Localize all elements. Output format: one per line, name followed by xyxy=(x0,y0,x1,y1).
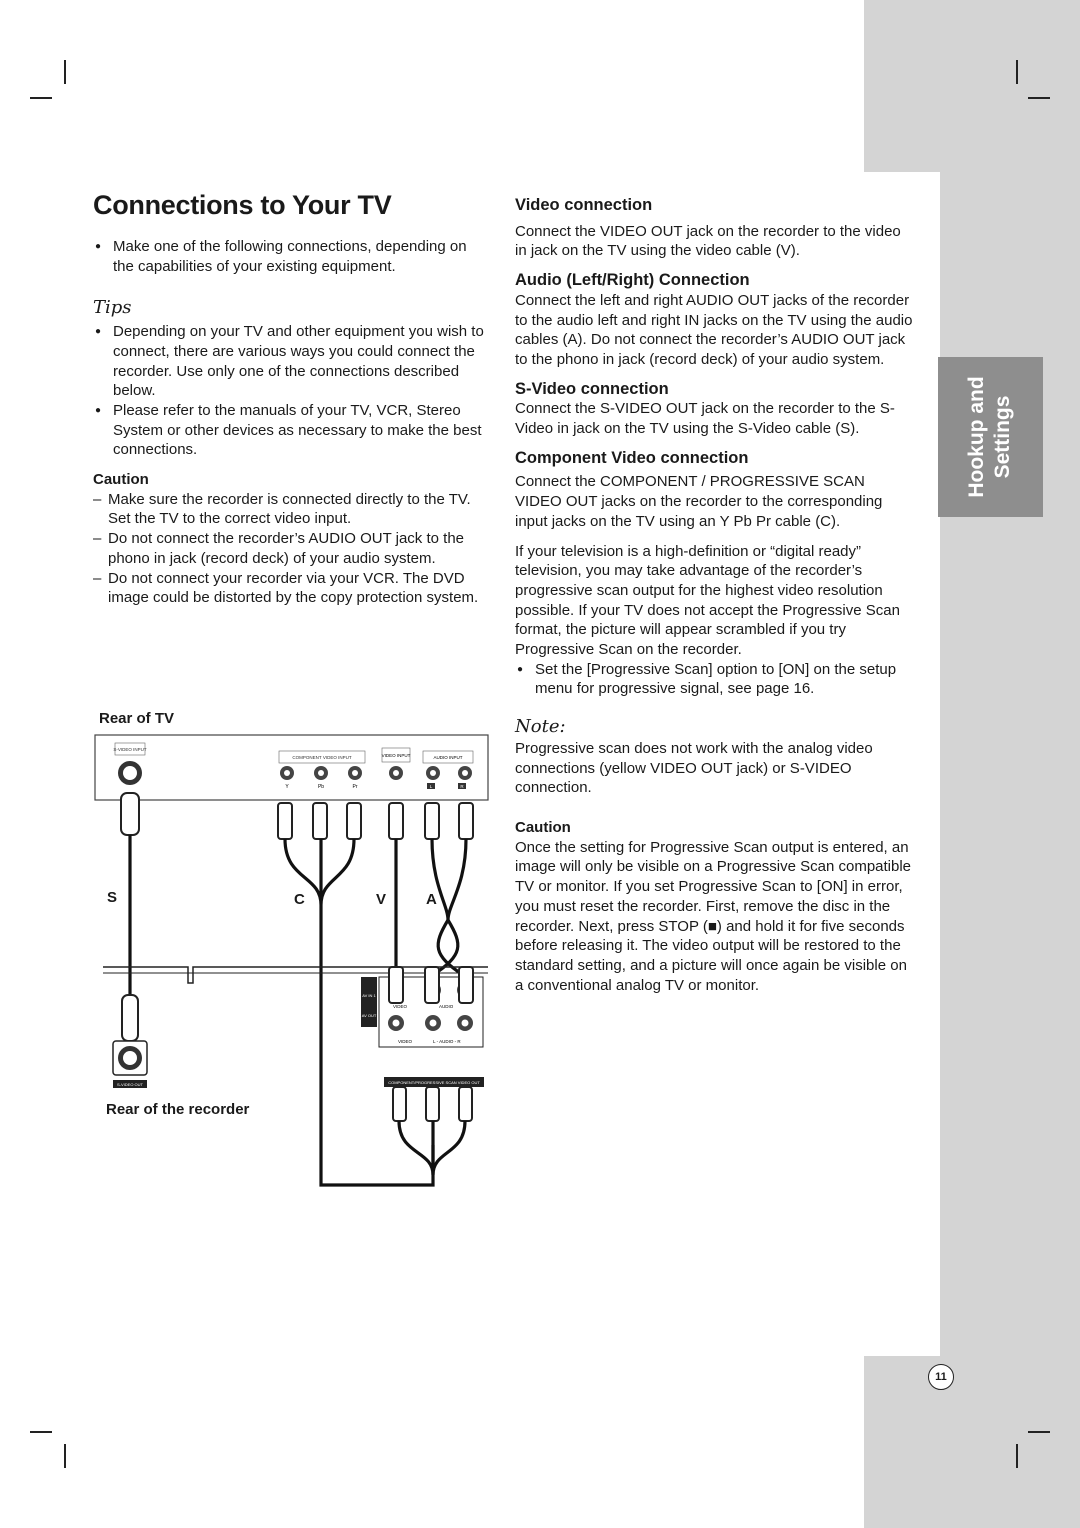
svideo-out-label: S-VIDEO OUT xyxy=(116,1082,144,1087)
side-band xyxy=(940,0,1080,1528)
section-tab xyxy=(938,357,1043,517)
pb-label: Pb xyxy=(317,784,325,790)
left-column xyxy=(93,237,488,608)
rear-of-recorder-label: Rear of the recorder xyxy=(106,1101,250,1118)
tips-item: ● Please refer to the manuals of your TV, VCR, Stereo System or other devices as necessary to make the best connections. xyxy=(93,401,488,460)
s-cable-letter: S xyxy=(107,889,118,906)
video-connection-text: Connect the VIDEO OUT jack on the recorder to the video in jack on the TV using the video cable (V). xyxy=(515,222,901,260)
l-label: L xyxy=(429,784,433,789)
crop-mark xyxy=(1016,1444,1018,1468)
video-input-label: VIDEO INPUT xyxy=(381,753,411,758)
component-input-label: COMPONENT VIDEO INPUT xyxy=(292,755,352,760)
note-title: Note: xyxy=(515,716,566,738)
intro-bullet: ● Make one of the following connections, depending on the capabilities of your existing equipment. xyxy=(93,237,488,276)
connection-diagram xyxy=(93,705,493,1195)
video-label: VIDEO xyxy=(393,1004,408,1009)
recorder-plugs xyxy=(122,967,473,1121)
section-tab-line2: Settings xyxy=(991,395,1014,479)
crop-mark xyxy=(1028,97,1050,99)
av-out-label: AV OUT xyxy=(361,1013,377,1018)
tips-title: Tips xyxy=(93,297,132,319)
video-out-label: VIDEO xyxy=(398,1039,413,1044)
pr-label: Pr xyxy=(352,784,358,790)
y-label: Y xyxy=(285,784,289,790)
crop-mark xyxy=(1016,60,1018,84)
component-connection-bullet: ● Set the [Progressive Scan] option to [ON] on the setup menu for progressive signal, see page 16. xyxy=(515,660,915,699)
section-tab-line1: Hookup and xyxy=(965,376,988,498)
tips-item: ● Depending on your TV and other equipment you wish to connect, there are various ways you could connect the recorder. Use only one of the connections described below. xyxy=(93,322,488,401)
caution-item: – Make sure the recorder is connected directly to the TV. Set the TV to the correct video input. xyxy=(93,490,488,529)
crop-mark xyxy=(64,1444,66,1468)
crop-mark xyxy=(30,1431,52,1433)
r-label: R xyxy=(460,784,464,789)
diagram-graphic xyxy=(93,705,493,1195)
caution-right-text: Once the setting for Progressive Scan output is entered, an image will only be visible on a Progressive Scan compatible TV or monitor. If you set Progressive Scan to [ON] in error, you must reset the recorder. First, remove the disc in the recorder. Next, press STOP (■) and hold it for five seconds before releasing it. The video output will be restored to the standard setting, and a picture will once again be visible on a conventional analog TV or monitor. xyxy=(515,838,912,994)
side-band-bottom xyxy=(864,1356,1080,1528)
audio-input-label: AUDIO INPUT xyxy=(433,755,463,760)
audio-connection-title: Audio (Left/Right) Connection xyxy=(515,271,750,290)
note-text: Progressive scan does not work with the analog video connections (yellow VIDEO OUT jack) or S-VIDEO connection. xyxy=(515,739,873,797)
a-cable-letter: A xyxy=(426,891,437,908)
av-label-block xyxy=(361,977,377,1027)
v-cable-letter: V xyxy=(376,891,387,908)
audio-label: AUDIO xyxy=(439,1004,454,1009)
caution-item: – Do not connect your recorder via your VCR. The DVD image could be distorted by the copy protection system. xyxy=(93,569,488,608)
caution-item: – Do not connect the recorder’s AUDIO OUT jack to the phono in jack (record deck) of your audio system. xyxy=(93,529,488,568)
video-connection-title: Video connection xyxy=(515,196,653,214)
rear-of-tv-label: Rear of TV xyxy=(99,710,175,727)
c-cable-letter: C xyxy=(294,891,305,908)
right-column xyxy=(515,196,915,995)
page-title: Connections to Your TV xyxy=(93,190,392,220)
crop-mark xyxy=(1028,1431,1050,1433)
component-out-label: COMPONENT/PROGRESSIVE SCAN VIDEO OUT xyxy=(388,1080,480,1085)
component-connection-title: Component Video connection xyxy=(515,448,749,467)
cables xyxy=(130,835,466,1185)
section-tab-label xyxy=(964,376,1016,497)
caution-title: Caution xyxy=(93,471,149,489)
audio-connection-text: Connect the left and right AUDIO OUT jacks of the recorder to the audio left and right IN jacks on the TV using the audio cables (A). Do not connect the recorder’s AUDIO OUT jack to the phono in jack (record deck) of your audio system. xyxy=(515,291,913,368)
page-number: 11 xyxy=(928,1364,954,1390)
component-connection-text: Connect the COMPONENT / PROGRESSIVE SCAN VIDEO OUT jacks on the recorder to the corresponding input jacks on the TV using an Y Pb Pr cable (C). xyxy=(515,473,883,530)
audio-lr-label: L - AUDIO - R xyxy=(433,1039,461,1044)
crop-mark xyxy=(30,97,52,99)
svideo-input-label: S-VIDEO INPUT xyxy=(113,747,147,752)
caution-right-title: Caution xyxy=(515,818,571,836)
component-connection-text2: If your television is a high-definition or “digital ready” television, you may take advantage of the recorder’s progressive scan output for the highest video resolution possible. If your TV does not accept the Progressive Scan format, the picture will appear scrambled if you try Progressive Scan on the recorder. xyxy=(515,542,900,659)
av-in-label: AV IN 1 xyxy=(362,993,376,998)
svideo-connection-text: Connect the S-VIDEO OUT jack on the recorder to the S-Video in jack on the TV using the S-Video cable (S). xyxy=(515,400,895,438)
crop-mark xyxy=(64,60,66,84)
svideo-connection-title: S-Video connection xyxy=(515,379,669,398)
